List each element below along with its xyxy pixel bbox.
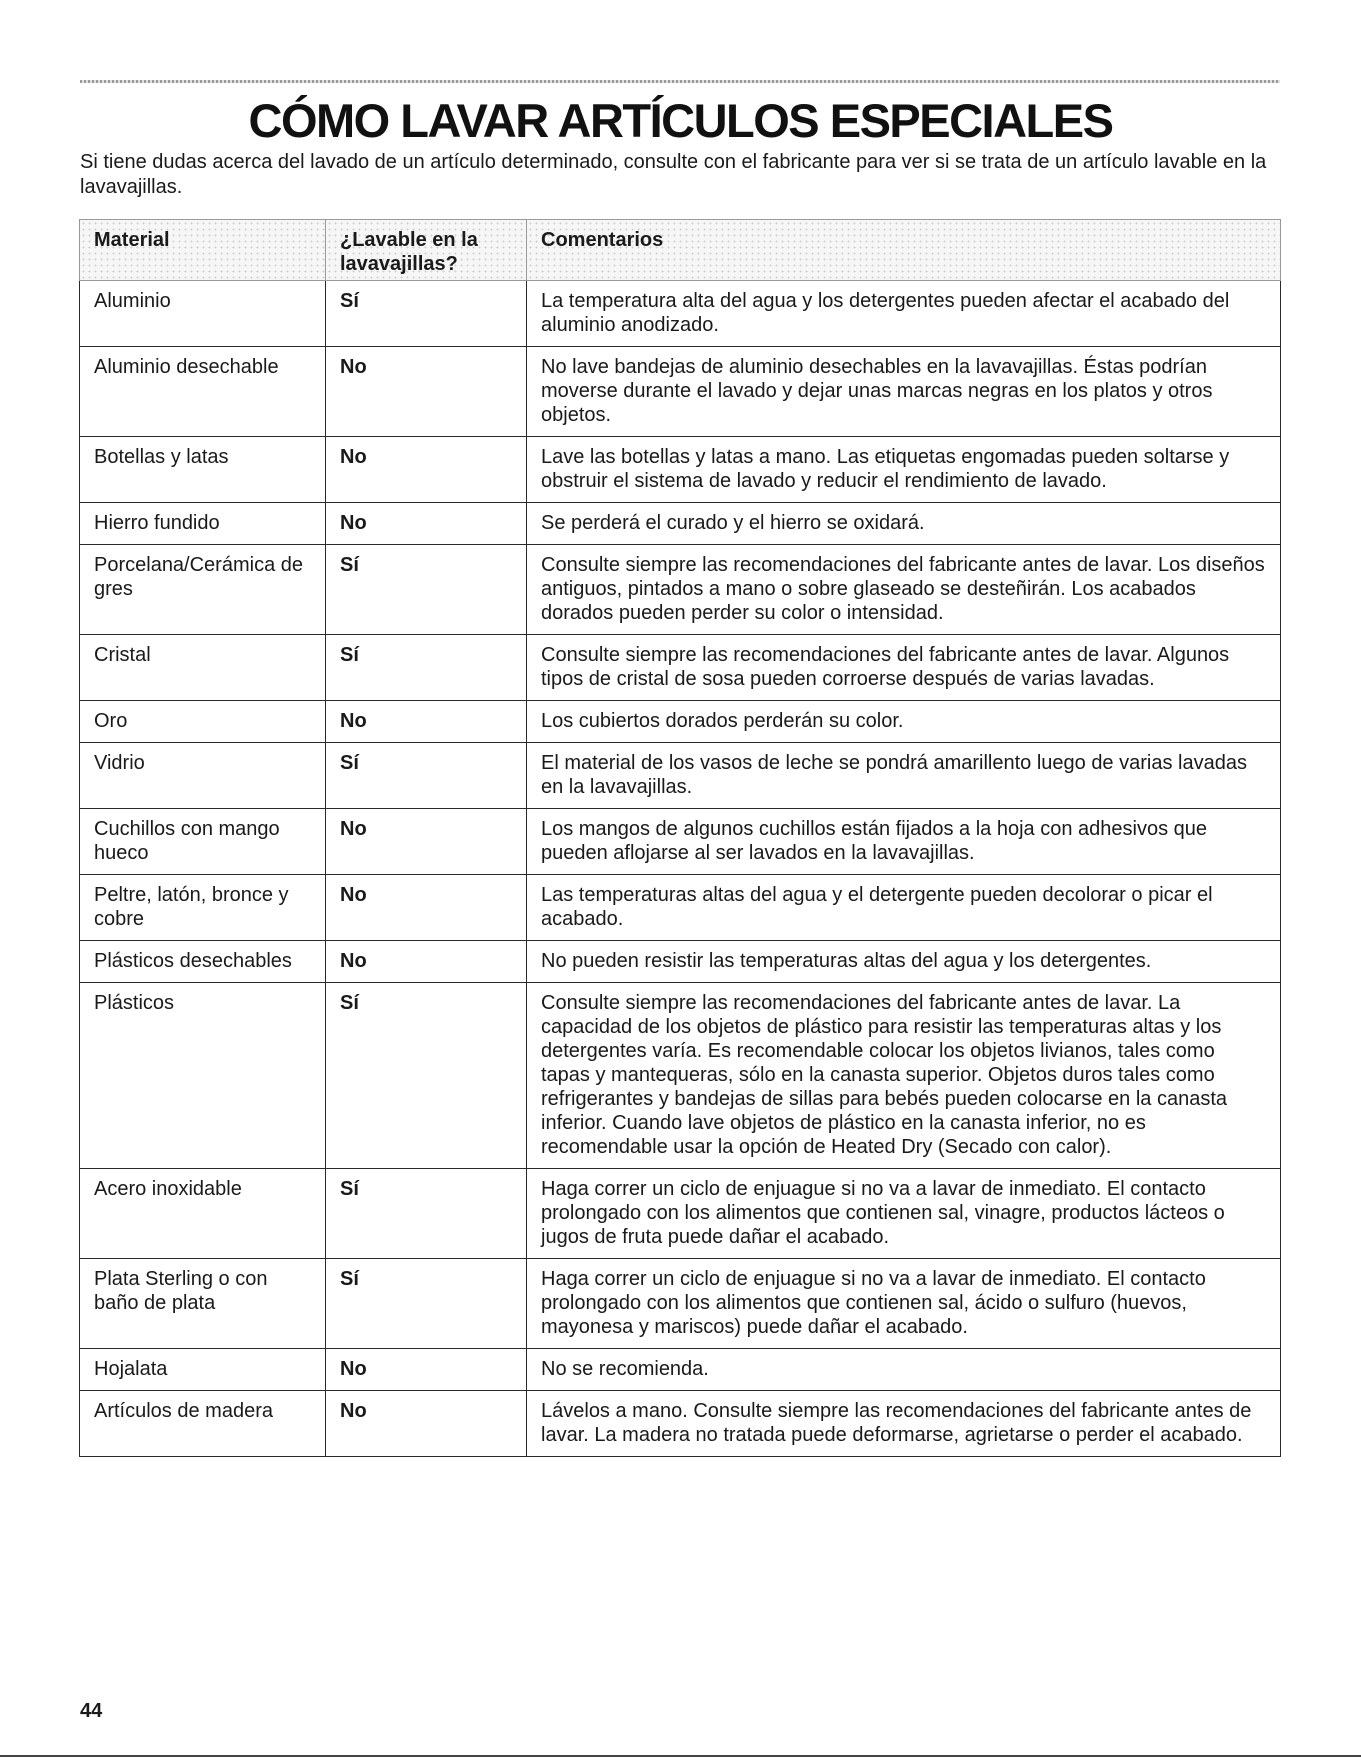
comentarios-cell: No lave bandejas de aluminio desechables en la lavavajillas. Éstas podrían moverse durante el lavado y dejar unas marcas negras en los platos y otros objetos. bbox=[527, 347, 1281, 437]
table-header-row bbox=[80, 220, 1281, 281]
bottom-rule bbox=[0, 1755, 1361, 1757]
table-row bbox=[80, 941, 1281, 983]
material-cell: Plata Sterling o con baño de plata bbox=[80, 1259, 326, 1349]
material-cell: Botellas y latas bbox=[80, 437, 326, 503]
material-cell: Vidrio bbox=[80, 743, 326, 809]
material-cell: Plásticos desechables bbox=[80, 941, 326, 983]
material-cell: Peltre, latón, bronce y cobre bbox=[80, 875, 326, 941]
table-row bbox=[80, 545, 1281, 635]
lavable-cell: No bbox=[326, 809, 527, 875]
table-row bbox=[80, 1391, 1281, 1457]
lavable-cell: Sí bbox=[326, 1259, 527, 1349]
header-comentarios: Comentarios bbox=[527, 220, 1281, 281]
material-cell: Oro bbox=[80, 701, 326, 743]
comentarios-cell: Haga correr un ciclo de enjuague si no va a lavar de inmediato. El contacto prolongado con los alimentos que contienen sal, ácido o sulfuro (huevos, mayonesa y mariscos) puede dañar el acabado. bbox=[527, 1259, 1281, 1349]
page-title: CÓMO LAVAR ARTÍCULOS ESPECIALES bbox=[248, 94, 1113, 147]
material-cell: Acero inoxidable bbox=[80, 1169, 326, 1259]
material-cell: Aluminio desechable bbox=[80, 347, 326, 437]
lavable-cell: No bbox=[326, 437, 527, 503]
material-cell: Cuchillos con mango hueco bbox=[80, 809, 326, 875]
comentarios-cell: Haga correr un ciclo de enjuague si no va a lavar de inmediato. El contacto prolongado con los alimentos que contienen sal, vinagre, productos lácteos o jugos de fruta puede dañar el acabado. bbox=[527, 1169, 1281, 1259]
lavable-cell: Sí bbox=[326, 281, 527, 347]
material-cell: Plásticos bbox=[80, 983, 326, 1169]
table-row bbox=[80, 635, 1281, 701]
table-row bbox=[80, 875, 1281, 941]
material-cell: Hierro fundido bbox=[80, 503, 326, 545]
top-dotted-rule bbox=[80, 80, 1280, 83]
material-cell: Porcelana/Cerámica de gres bbox=[80, 545, 326, 635]
comentarios-cell: Las temperaturas altas del agua y el detergente pueden decolorar o picar el acabado. bbox=[527, 875, 1281, 941]
comentarios-cell: Los mangos de algunos cuchillos están fijados a la hoja con adhesivos que pueden aflojarse al ser lavados en la lavavajillas. bbox=[527, 809, 1281, 875]
comentarios-cell: Lávelos a mano. Consulte siempre las recomendaciones del fabricante antes de lavar. La madera no tratada puede deformarse, agrietarse o perder el acabado. bbox=[527, 1391, 1281, 1457]
lavable-cell: Sí bbox=[326, 743, 527, 809]
table-row bbox=[80, 809, 1281, 875]
table-body bbox=[80, 281, 1281, 1457]
comentarios-cell: Consulte siempre las recomendaciones del fabricante antes de lavar. Los diseños antiguos, pintados a mano o sobre glaseado se desteñirán. Los acabados dorados pueden perder su color o intensidad. bbox=[527, 545, 1281, 635]
lavable-cell: Sí bbox=[326, 545, 527, 635]
lavable-cell: Sí bbox=[326, 983, 527, 1169]
lavable-cell: Sí bbox=[326, 635, 527, 701]
comentarios-cell: No pueden resistir las temperaturas altas del agua y los detergentes. bbox=[527, 941, 1281, 983]
lavable-cell: No bbox=[326, 1349, 527, 1391]
lavable-cell: No bbox=[326, 503, 527, 545]
lavable-cell: No bbox=[326, 701, 527, 743]
comentarios-cell: El material de los vasos de leche se pondrá amarillento luego de varias lavadas en la lavavajillas. bbox=[527, 743, 1281, 809]
table-row bbox=[80, 1349, 1281, 1391]
lavable-cell: No bbox=[326, 347, 527, 437]
table-row bbox=[80, 503, 1281, 545]
material-cell: Aluminio bbox=[80, 281, 326, 347]
lavable-cell: No bbox=[326, 941, 527, 983]
table-row bbox=[80, 1259, 1281, 1349]
comentarios-cell: Consulte siempre las recomendaciones del fabricante antes de lavar. La capacidad de los objetos de plástico para resistir las temperaturas altas y los detergentes varía. Es recomendable colocar los objetos livianos, tales como tapas y mantequeras, sólo en la canasta superior. Objetos duros tales como refrigerantes y bandejas de sillas para bebés pueden colocarse en la canasta inferior. Cuando lave objetos de plástico en la canasta inferior, no es recomendable usar la opción de Heated Dry (Secado con calor). bbox=[527, 983, 1281, 1169]
header-lavable: ¿Lavable en la lavavajillas? bbox=[326, 220, 527, 281]
comentarios-cell: No se recomienda. bbox=[527, 1349, 1281, 1391]
comentarios-cell: Consulte siempre las recomendaciones del fabricante antes de lavar. Algunos tipos de cristal de sosa pueden corroerse después de varias lavadas. bbox=[527, 635, 1281, 701]
material-cell: Hojalata bbox=[80, 1349, 326, 1391]
page-number: 44 bbox=[80, 1700, 103, 1722]
special-items-table bbox=[79, 219, 1281, 1457]
table-row bbox=[80, 437, 1281, 503]
table-row bbox=[80, 347, 1281, 437]
comentarios-cell: Lave las botellas y latas a mano. Las etiquetas engomadas pueden soltarse y obstruir el sistema de lavado y reducir el rendimiento de lavado. bbox=[527, 437, 1281, 503]
comentarios-cell: La temperatura alta del agua y los detergentes pueden afectar el acabado del aluminio anodizado. bbox=[527, 281, 1281, 347]
material-cell: Artículos de madera bbox=[80, 1391, 326, 1457]
material-cell: Cristal bbox=[80, 635, 326, 701]
lavable-cell: No bbox=[326, 1391, 527, 1457]
comentarios-cell: Se perderá el curado y el hierro se oxidará. bbox=[527, 503, 1281, 545]
intro-paragraph: Si tiene dudas acerca del lavado de un artículo determinado, consulte con el fabricante para ver si se trata de un artículo lavable en la lavavajillas. bbox=[80, 151, 1267, 198]
header-material: Material bbox=[80, 220, 326, 281]
lavable-cell: No bbox=[326, 875, 527, 941]
table-row bbox=[80, 281, 1281, 347]
table-row bbox=[80, 983, 1281, 1169]
table-row bbox=[80, 701, 1281, 743]
comentarios-cell: Los cubiertos dorados perderán su color. bbox=[527, 701, 1281, 743]
lavable-cell: Sí bbox=[326, 1169, 527, 1259]
table-row bbox=[80, 1169, 1281, 1259]
table-row bbox=[80, 743, 1281, 809]
